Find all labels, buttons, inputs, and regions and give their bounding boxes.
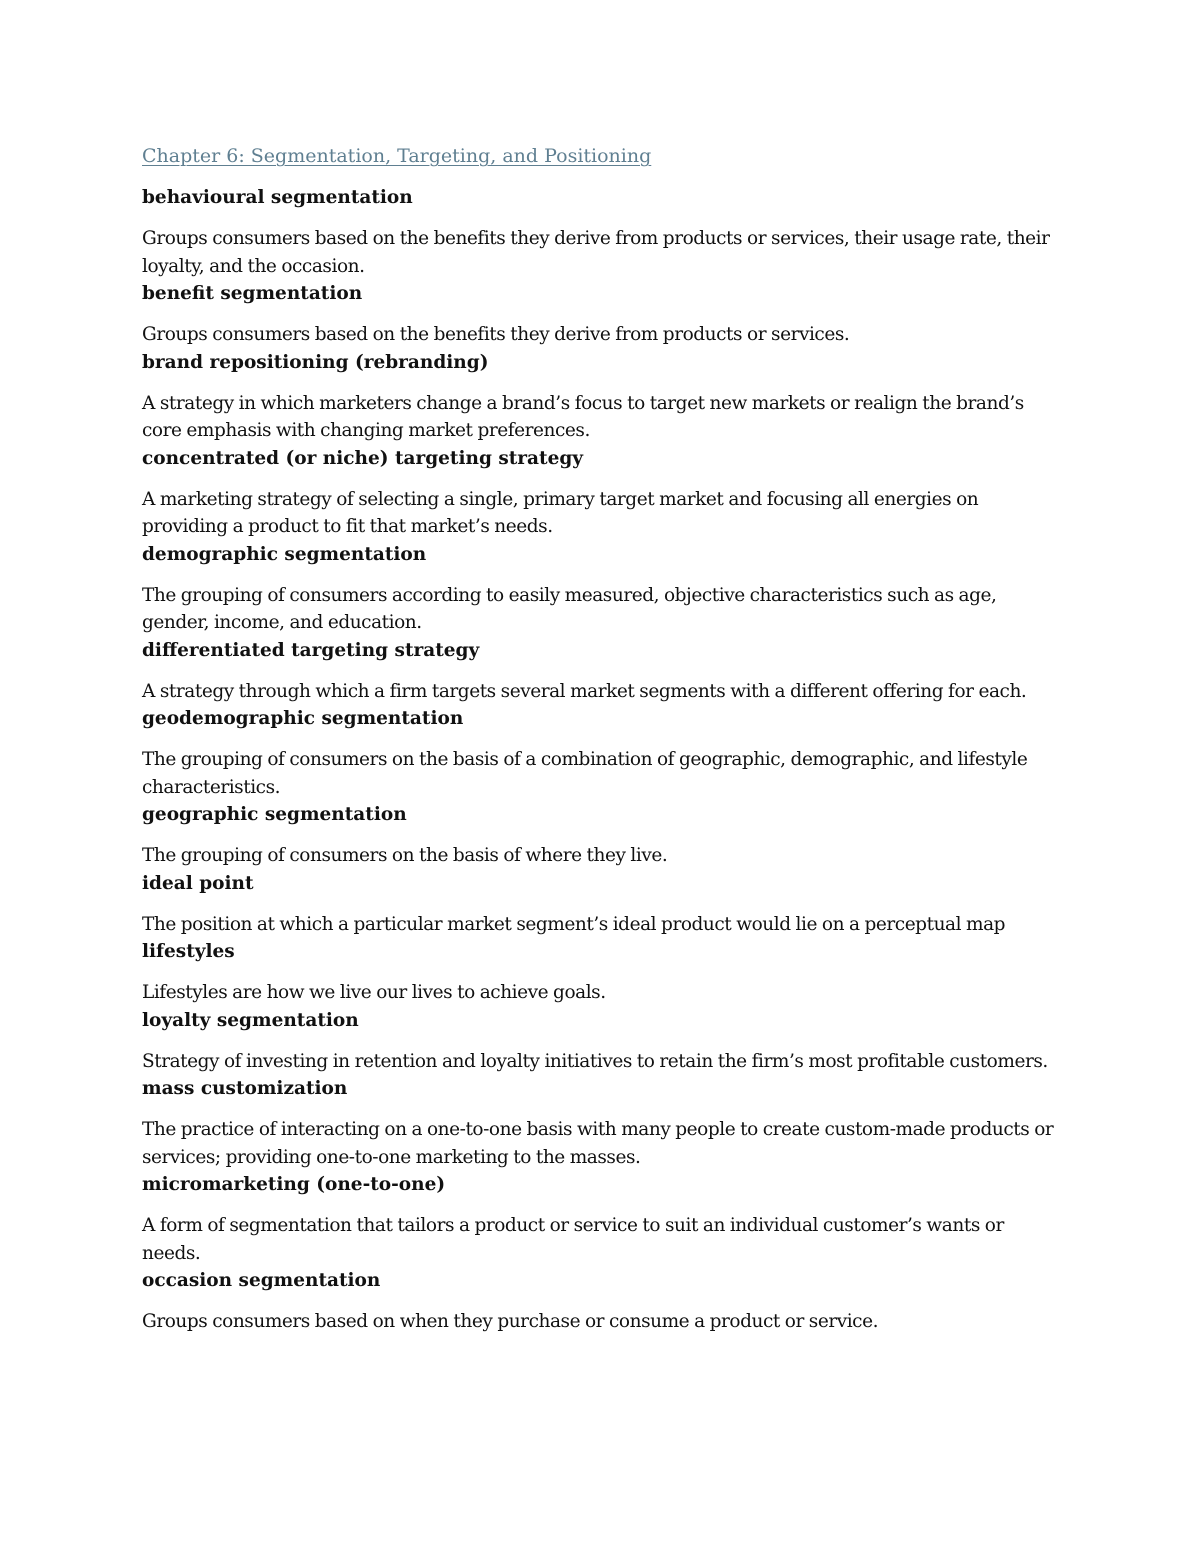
glossary-entry [142, 1075, 1057, 1171]
glossary-term: behavioural segmentation [142, 187, 413, 208]
glossary-definition: Groups consumers based on when they purchase or consume a product or service. [142, 1311, 879, 1332]
chapter-title[interactable]: Chapter 6: Segmentation, Targeting, and Positioning [142, 145, 652, 167]
glossary-term: loyalty segmentation [142, 1009, 359, 1031]
glossary-definition: The position at which a particular market segment’s ideal product would lie on a perceptual map [142, 913, 1006, 935]
document-page [142, 142, 1057, 1336]
glossary-entry [142, 637, 1057, 706]
glossary-definition: A strategy in which marketers change a brand’s focus to target new markets or realign the brand’s core emphasis with changing market preferences. [142, 392, 1024, 441]
glossary-term: ideal point [142, 872, 254, 894]
glossary-entry [142, 938, 1057, 1007]
glossary-definition: Strategy of investing in retention and loyalty initiatives to retain the firm’s most profitable customers. [142, 1050, 1048, 1072]
glossary-entry [142, 705, 1057, 801]
glossary-definition: A form of segmentation that tailors a product or service to suit an individual customer’s wants or needs. [142, 1215, 1004, 1264]
glossary-entry [142, 801, 1057, 870]
glossary-term: concentrated (or niche) targeting strategy [142, 447, 584, 469]
glossary-entry [142, 349, 1057, 445]
glossary-definition: A marketing strategy of selecting a single, primary target market and focusing all energies on providing a product to fit that market’s needs. [142, 488, 979, 537]
glossary-entry [142, 1171, 1057, 1267]
glossary-term: demographic segmentation [142, 543, 427, 565]
glossary-definition: Lifestyles are how we live our lives to achieve goals. [142, 982, 606, 1003]
glossary-term: geodemographic segmentation [142, 708, 464, 729]
glossary-definition: The grouping of consumers according to easily measured, objective characteristics such as age, gender, income, and education. [142, 584, 997, 633]
glossary-term: differentiated targeting strategy [142, 639, 480, 661]
glossary-term: occasion segmentation [142, 1270, 381, 1291]
glossary-entry [142, 445, 1057, 541]
glossary-definition: Groups consumers based on the benefits they derive from products or services. [142, 324, 850, 345]
glossary-definition: The practice of interacting on a one-to-one basis with many people to create custom-made products or services; providing one-to-one marketing to the masses. [142, 1119, 1054, 1168]
glossary-entry [142, 870, 1057, 939]
glossary-definition: The grouping of consumers on the basis of a combination of geographic, demographic, and lifestyle characteristics. [142, 749, 1028, 798]
glossary-entry [142, 280, 1057, 349]
glossary-entry [142, 184, 1057, 280]
glossary-term: brand repositioning (rebranding) [142, 351, 489, 373]
glossary-definition: Groups consumers based on the benefits they derive from products or services, their usage rate, their loyalty, and the occasion. [142, 228, 1050, 277]
glossary-term: geographic segmentation [142, 804, 407, 825]
glossary-definition: The grouping of consumers on the basis of where they live. [142, 845, 668, 866]
glossary-term: micromarketing (one-to-one) [142, 1174, 446, 1195]
glossary-term: mass customization [142, 1078, 348, 1099]
glossary-entry [142, 1267, 1057, 1336]
glossary-entry [142, 1007, 1057, 1076]
glossary-entry [142, 541, 1057, 637]
glossary-definition: A strategy through which a firm targets several market segments with a different offering for each. [142, 680, 1027, 702]
glossary-term: benefit segmentation [142, 283, 363, 304]
glossary-term: lifestyles [142, 941, 235, 962]
